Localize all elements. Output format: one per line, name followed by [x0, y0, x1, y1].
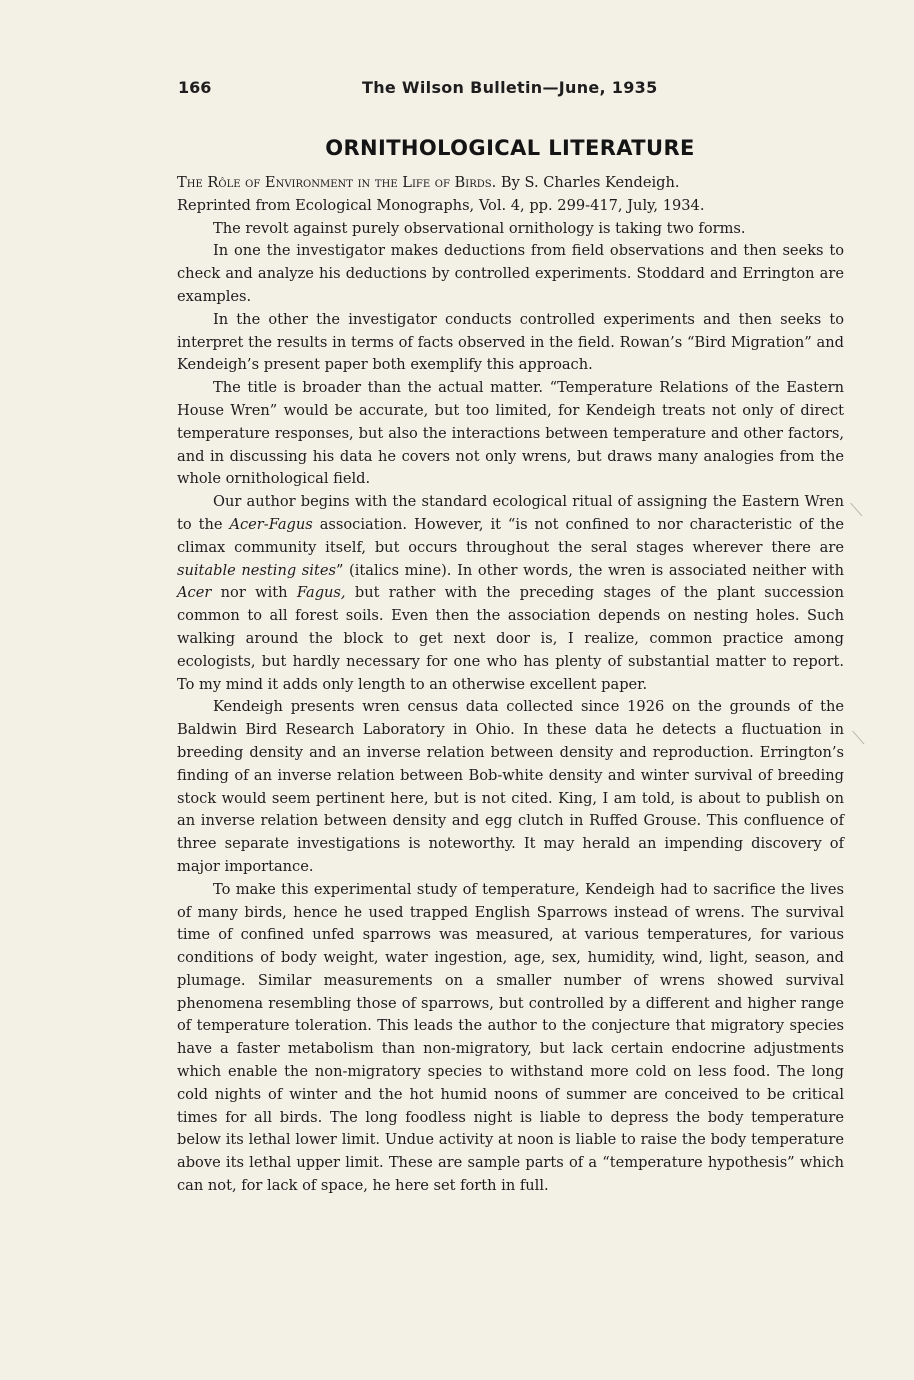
paragraph-5-text-d: nor with — [211, 584, 297, 602]
paragraph-5-text-a: Our author begins with the standard ecological ritual of assigning the Eastern Wren to the — [177, 493, 844, 533]
paragraph-5-italic-fagus: Fagus, — [296, 584, 346, 602]
margin-mark: ⟍ — [852, 728, 865, 749]
review-author: By S. Charles Kendeigh. — [500, 174, 680, 191]
paragraph-1: The revolt against purely observational ornithology is taking two forms. — [213, 219, 746, 237]
paragraph-2: In one the investigator makes deductions from field observations and then seeks to check and analyze his deductions by controlled experiments. Stoddard and Errington are examples. — [177, 242, 844, 305]
paragraph-3: In the other the investigator conducts controlled experiments and then seeks to interpret the results in terms of facts observed in the field. Rowan’s “Bird Migration” and Kendeigh’s present paper both exemplify this approach. — [177, 310, 844, 374]
paragraph-5-italic-acer-fagus: Acer-Fagus — [229, 515, 313, 533]
paragraph-5 — [177, 491, 844, 696]
paragraph-5-italic-nesting-sites: suitable nesting sites — [177, 561, 336, 579]
review-citation: Reprinted from Ecological Monographs, Vol. 4, pp. 299-417, July, 1934. — [177, 196, 705, 214]
section-title: ORNITHOLOGICAL LITERATURE — [325, 136, 695, 160]
margin-mark: ⟍ — [850, 500, 863, 521]
paragraph-5-italic-acer: Acer — [177, 584, 212, 602]
running-head — [178, 78, 664, 102]
paragraph-5-text-c: ” (italics mine). In other words, the wren is associated neither with — [335, 561, 844, 579]
paragraph-5-text-e: but rather with the preceding stages of the plant succession common to all forest soils. Even then the association depends on nesting holes. Such walking around the block to get next door is, I realize, common practice among ecologists, but hardly necessary for one who has plenty of substantial matter to report. To my mind it adds only length to an otherwise excellent paper. — [177, 584, 844, 693]
paragraph-7: To make this experimental study of temperature, Kendeigh had to sacrifice the lives of many birds, hence he used trapped English Sparrows instead of wrens. The survival time of confined unfed sparrows was measured, at various temperatures, for various conditions of body weight, water ingestion, age, sex, humidity, wind, light, season, and plumage. Similar measurements on a smaller number of wrens showed survival phenomena resembling those of sparrows, but controlled by a different and higher range of temperature toleration. This leads the author to the conjecture that migratory species have a faster metabolism than non-migratory, but lack certain endocrine adjustments which enable the non-migratory species to withstand more cold on less food. The long cold nights of winter and the hot humid noons of summer are conceived to be critical times for all birds. The long foodless night is liable to depress the body temperature below its lethal lower limit. Undue activity at noon is liable to raise the body temperature above its lethal upper limit. These are sample parts of a “temperature hypothesis” which can not, for lack of space, he here set forth in full. — [177, 880, 844, 1195]
review-title: The Rôle of Environment in the Life of Birds. — [177, 174, 497, 191]
page-number: 166 — [178, 78, 212, 97]
paragraph-6: Kendeigh presents wren census data collected since 1926 on the grounds of the Baldwin Bird Research Laboratory in Ohio. In these data he detects a fluctuation in breeding density and an inverse relation between density and reproduction. Errington’s finding of an inverse relation between Bob-white density and winter survival of breeding stock would seem pertinent here, but is not cited. King, I am told, is about to publish on an inverse relation between density and egg clutch in Ruffed Grouse. This confluence of three separate investigations is noteworthy. It may herald an impending discovery of major importance. — [177, 698, 844, 875]
review-heading — [177, 172, 844, 218]
paragraph-4: The title is broader than the actual matter. “Temperature Relations of the Eastern House Wren” would be accurate, but too limited, for Kendeigh treats not only of direct temperature responses, but also the interactions between temperature and other factors, and in discussing his data he covers not only wrens, but draws many analogies from the whole ornithological field. — [177, 379, 844, 488]
article-body — [177, 172, 844, 1198]
journal-title: The Wilson Bulletin—June, 1935 — [362, 78, 658, 97]
paragraph-5-text-b: association. However, it “is not confined to nor characteristic of the climax community itself, but occurs throughout the seral stages wherever there are — [177, 515, 844, 556]
